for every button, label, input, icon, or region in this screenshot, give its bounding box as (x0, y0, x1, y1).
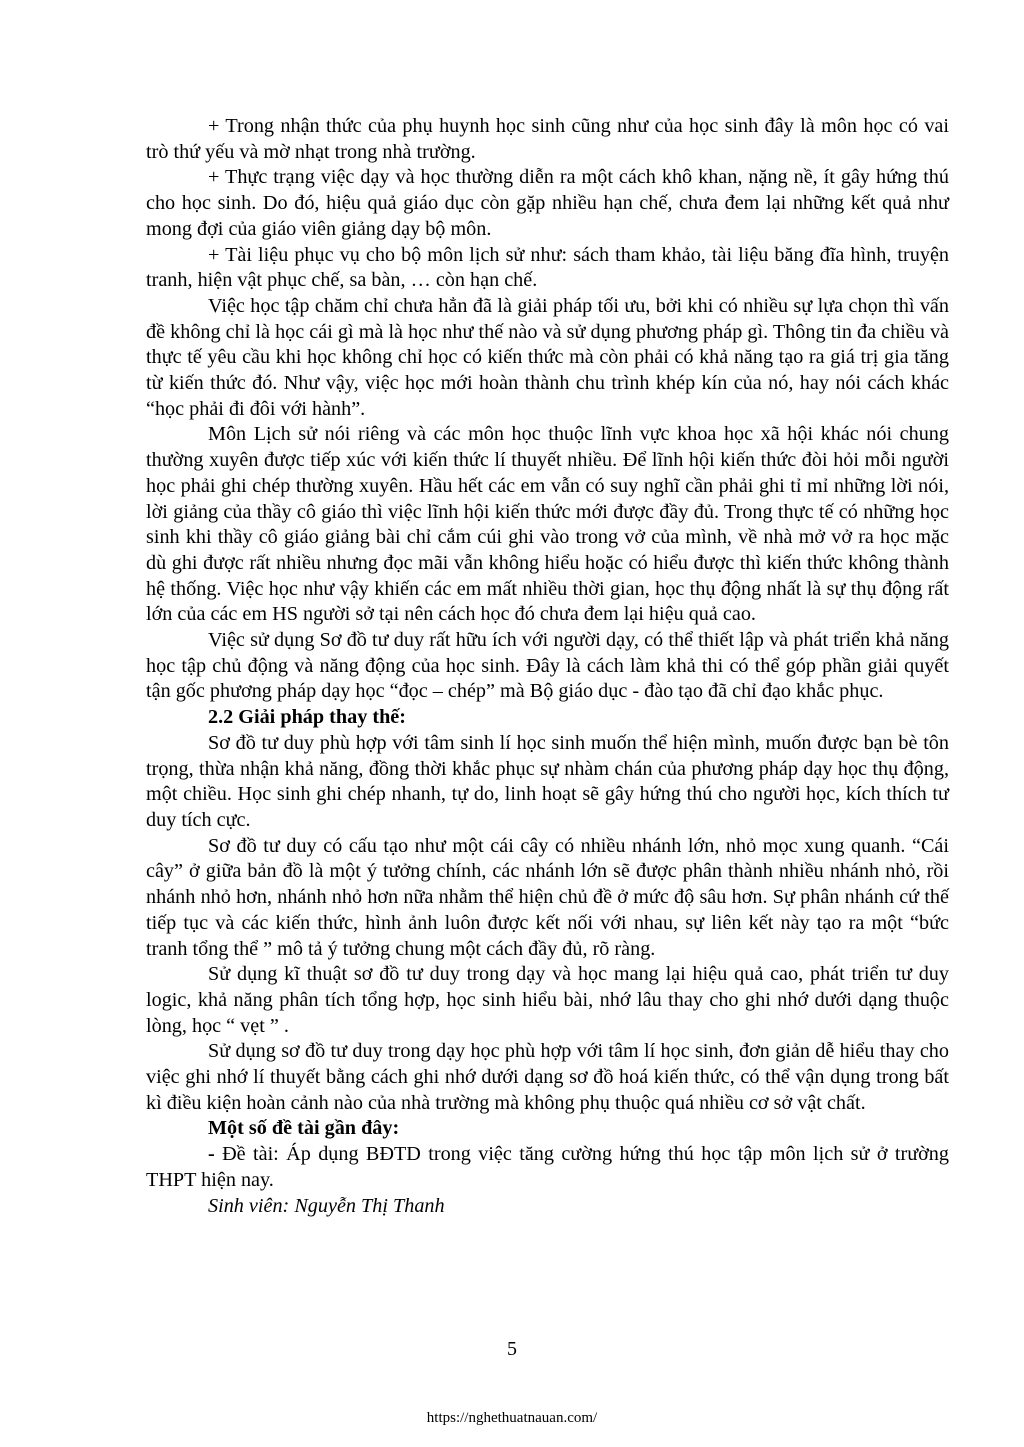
paragraph-psychology: Sơ đồ tư duy phù hợp với tâm sinh lí học sinh muốn thể hiện mình, muốn được bạn bè tôn trọng, thừa nhận khả năng, đồng thời khắc phục sự nhàm chán của phương pháp dạy học thụ động, một chiều. Học sinh ghi chép nhanh, tự do, linh hoạt sẽ gây hứng thú cho người học, kích thích tư duy tích cực. (146, 731, 949, 831)
paragraph-mind-map-use: Việc sử dụng Sơ đồ tư duy rất hữu ích với người dạy, có thể thiết lập và phát triển khả năng học tập chủ động và năng động của học sinh. Đây là cách làm khả thi có thể góp phần giải quyết tận gốc phương pháp dạy học “đọc – chép” mà Bộ giáo dục - đào tạo đã chỉ đạo khắc phục. (146, 629, 949, 703)
recent-topics-heading: Một số đề tài gần đây: (208, 1117, 400, 1140)
topic-item (146, 1142, 949, 1193)
topic-text: Đề tài: Áp dụng BĐTD trong việc tăng cường hứng thú học tập môn lịch sử ở trường THPT hiện nay. (146, 1143, 949, 1191)
document-body (146, 114, 949, 1219)
paragraph-materials: + Tài liệu phục vụ cho bộ môn lịch sử như: sách tham khảo, tài liệu băng đĩa hình, truyện tranh, hiện vật phục chế, sa bàn, … còn hạn chế. (146, 243, 949, 292)
paragraph-technique-benefits: Sử dụng kĩ thuật sơ đồ tư duy trong dạy và học mang lại hiệu quả cao, phát triển tư duy logic, khả năng phân tích tổng hợp, học sinh hiểu bài, nhớ lâu thay cho ghi nhớ dưới dạng thuộc lòng, học “ vẹt ” . (146, 963, 949, 1037)
paragraph-hard-study: Việc học tập chăm chỉ chưa hẳn đã là giải pháp tối ưu, bởi khi có nhiều sự lựa chọn thì vấn đề không chỉ là học cái gì mà là học như thế nào và sử dụng phương pháp gì. Thông tin đa chiều và thực tế yêu cầu khi học không chỉ học có kiến thức mà còn phải có khả năng tạo ra giá trị gia tăng từ kiến thức đó. Như vậy, việc học mới hoàn thành chu trình khép kín của nó, hay nói cách khác “học phải đi đôi với hành”. (146, 294, 949, 420)
paragraph-tree-structure: Sơ đồ tư duy có cấu tạo như một cái cây có nhiều nhánh lớn, nhỏ mọc xung quanh. “Cái cây” ở giữa bản đồ là một ý tưởng chính, các nhánh lớn sẽ được phân thành nhiều nhánh nhỏ, rồi nhánh nhỏ hơn, nhánh nhỏ hơn nữa nhằm thể hiện chủ đề ở mức độ sâu hơn. Sự phân nhánh cứ thế tiếp tục và các kiến thức, hình ảnh luôn được kết nối với nhau, sự liên kết này tạo ra một “bức tranh tổng thể ” mô tả ý tưởng chung một cách đầy đủ, rõ ràng. (146, 834, 949, 960)
page-number: 5 (507, 1338, 517, 1360)
topic-author: Sinh viên: Nguyễn Thị Thanh (208, 1194, 445, 1217)
paragraph-teaching-reality: + Thực trạng việc dạy và học thường diễn ra một cách khô khan, nặng nề, ít gây hứng thú cho học sinh. Do đó, hiệu quả giáo dục còn gặp nhiều hạn chế, chưa đem lại những kết quả như mong đợi của giáo viên giảng dạy bộ môn. (146, 166, 949, 240)
paragraph-parent-perception: + Trong nhận thức của phụ huynh học sinh cũng như của học sinh đây là môn học có vai trò thứ yếu và mờ nhạt trong nhà trường. (146, 115, 949, 163)
topic-dash: - (208, 1143, 215, 1166)
footer-url: https://nghethuatnauan.com/ (426, 1410, 598, 1426)
paragraph-history-subject: Môn Lịch sử nói riêng và các môn học thuộc lĩnh vực khoa học xã hội khác nói chung thường xuyên được tiếp xúc với kiến thức lí thuyết nhiều. Để lĩnh hội kiến thức đòi hỏi mỗi người học phải ghi chép thường xuyên. Hầu hết các em vẫn có suy nghĩ cần phải ghi tỉ mỉ những lời nói, lời giảng của thầy cô giáo thì việc lĩnh hội kiến thức mới được đầy đủ. Trong thực tế có những học sinh khi thầy cô giáo giảng bài chỉ cắm cúi ghi vào trong vở của mình, về nhà mở vở ra học mặc dù ghi được rất nhiều nhưng đọc mãi vẫn không hiểu hoặc có hiểu được thì kiến thức không thành hệ thống. Việc học như vậy khiến các em mất nhiều thời gian, học thụ động nhất là sự thụ động rất lớn của các em HS người sở tại nên cách học đó chưa đem lại hiệu quả cao. (146, 423, 949, 626)
section-heading: 2.2 Giải pháp thay thế: (208, 706, 406, 729)
paragraph-suitability: Sử dụng sơ đồ tư duy trong dạy học phù hợp với tâm lí học sinh, đơn giản dễ hiểu thay cho việc ghi nhớ lí thuyết bằng cách ghi nhớ dưới dạng sơ đồ hoá kiến thức, có thể vận dụng trong bất kì điều kiện hoàn cảnh nào của nhà trường mà không phụ thuộc quá nhiều cơ sở vật chất. (146, 1040, 949, 1114)
